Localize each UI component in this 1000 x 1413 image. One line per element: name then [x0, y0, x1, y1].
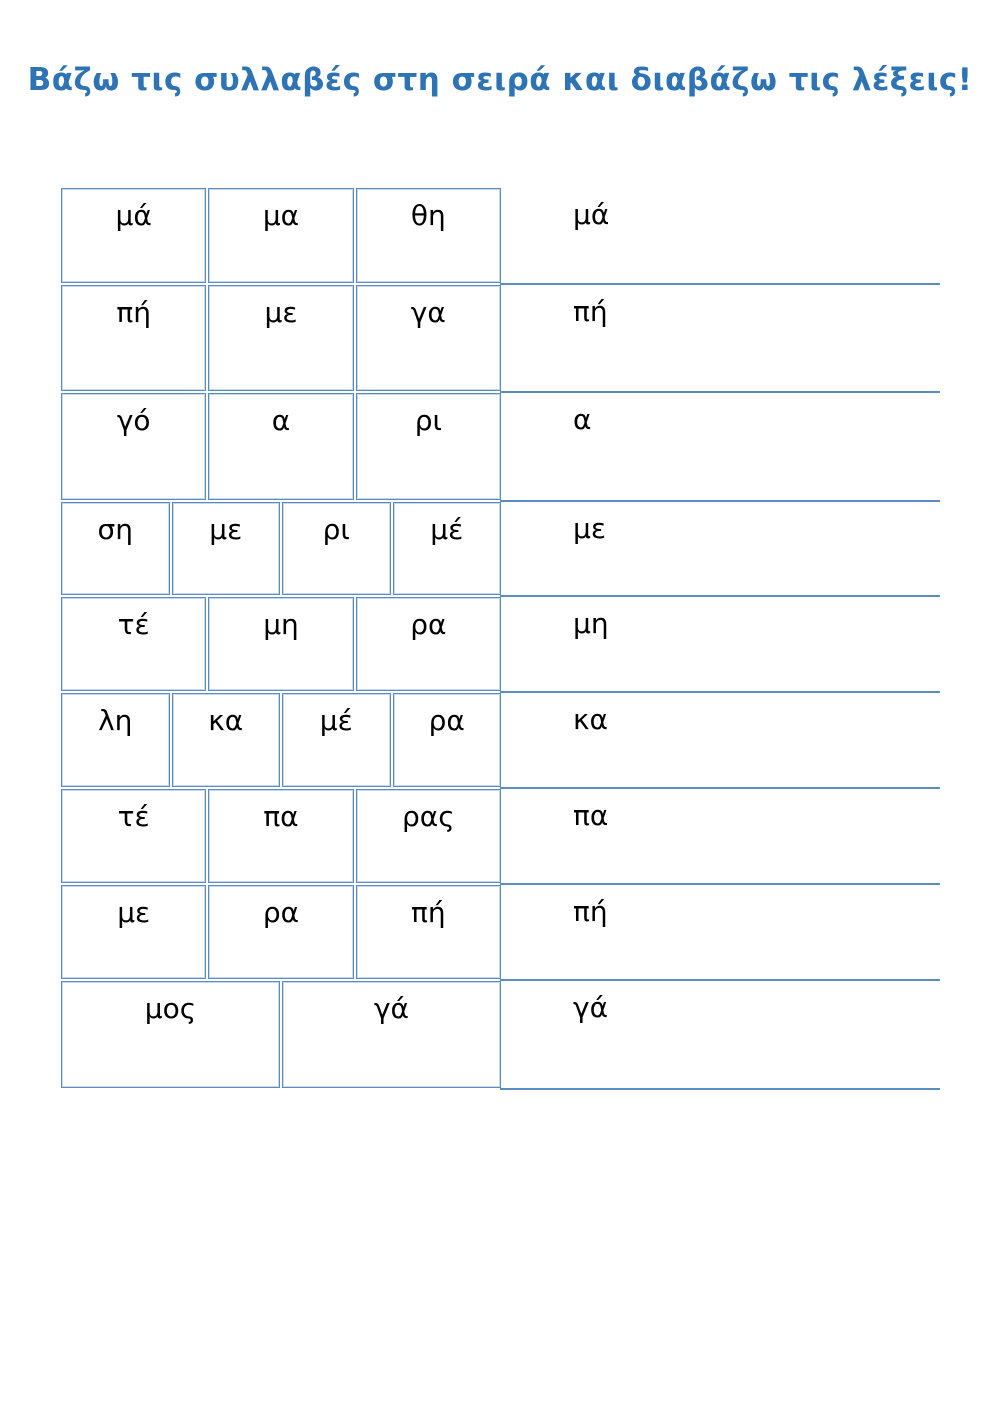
- syllable-cell[interactable]: θη: [356, 188, 501, 283]
- syllable-row: [61, 393, 501, 502]
- answer-line[interactable]: μη: [500, 597, 940, 693]
- syllable-cell[interactable]: κα: [172, 693, 281, 787]
- syllable-row: [61, 693, 501, 789]
- syllable-row: [61, 981, 501, 1090]
- syllable-row: [61, 188, 501, 285]
- syllable-cell[interactable]: γό: [61, 393, 206, 500]
- syllable-cell[interactable]: ση: [61, 502, 170, 595]
- syllable-cell[interactable]: γά: [282, 981, 501, 1088]
- page-title: Βάζω τις συλλαβές στη σειρά και διαβάζω τις λέξεις!: [27, 62, 973, 98]
- syllable-row: [61, 502, 501, 597]
- syllable-row: [61, 789, 501, 885]
- syllable-grid: [61, 188, 501, 1090]
- syllable-cell[interactable]: μη: [208, 597, 353, 691]
- syllable-cell[interactable]: με: [172, 502, 281, 595]
- answer-line[interactable]: γά: [500, 981, 940, 1090]
- answer-line[interactable]: πή: [500, 285, 940, 393]
- syllable-cell[interactable]: μα: [208, 188, 353, 283]
- syllable-cell[interactable]: πή: [356, 885, 501, 979]
- answer-line[interactable]: κα: [500, 693, 940, 789]
- syllable-cell[interactable]: τέ: [61, 789, 206, 883]
- syllable-cell[interactable]: γα: [356, 285, 501, 391]
- answer-line[interactable]: πή: [500, 885, 940, 981]
- syllable-row: [61, 885, 501, 981]
- syllable-cell[interactable]: μά: [61, 188, 206, 283]
- syllable-cell[interactable]: μος: [61, 981, 280, 1088]
- syllable-cell[interactable]: πή: [61, 285, 206, 391]
- syllable-cell[interactable]: ρα: [208, 885, 353, 979]
- syllable-cell[interactable]: πα: [208, 789, 353, 883]
- syllable-cell[interactable]: με: [208, 285, 353, 391]
- syllable-row: [61, 285, 501, 393]
- syllable-cell[interactable]: α: [208, 393, 353, 500]
- syllable-cell[interactable]: ρι: [356, 393, 501, 500]
- syllable-cell[interactable]: ρα: [356, 597, 501, 691]
- syllable-cell[interactable]: ρας: [356, 789, 501, 883]
- answer-line[interactable]: με: [500, 502, 940, 597]
- syllable-cell[interactable]: με: [61, 885, 206, 979]
- answer-line[interactable]: πα: [500, 789, 940, 885]
- answer-column: [500, 188, 940, 1090]
- syllable-cell[interactable]: ρι: [282, 502, 391, 595]
- syllable-cell[interactable]: μέ: [393, 502, 502, 595]
- answer-line[interactable]: α: [500, 393, 940, 502]
- answer-line[interactable]: μά: [500, 188, 940, 285]
- syllable-row: [61, 597, 501, 693]
- syllable-cell[interactable]: τέ: [61, 597, 206, 691]
- syllable-cell[interactable]: λη: [61, 693, 170, 787]
- syllable-cell[interactable]: ρα: [393, 693, 502, 787]
- syllable-cell[interactable]: μέ: [282, 693, 391, 787]
